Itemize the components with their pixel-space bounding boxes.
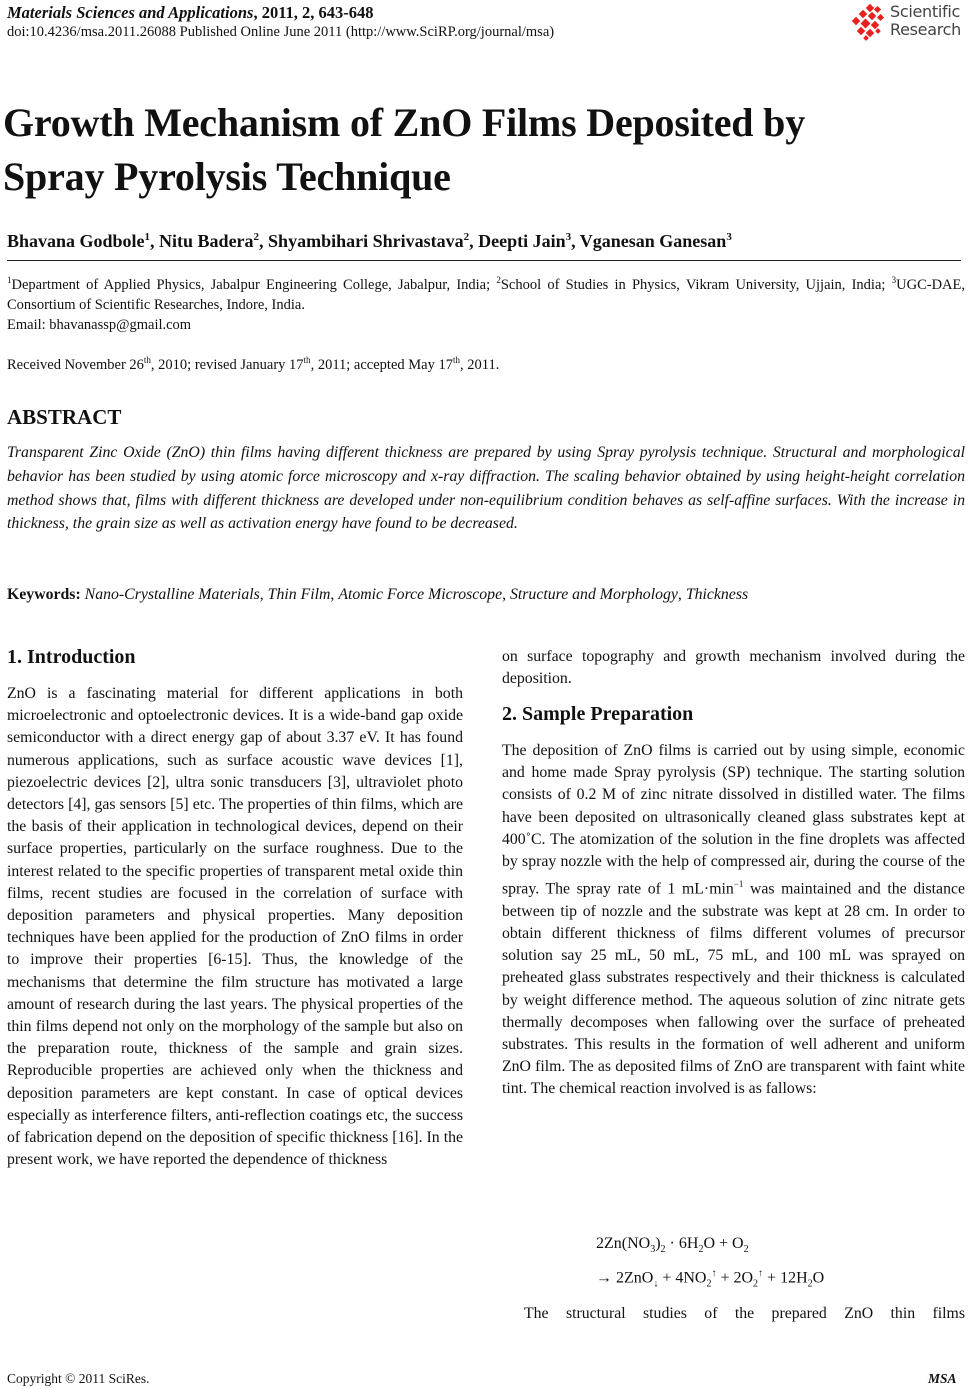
divider	[7, 260, 961, 261]
sample-preparation-text: The deposition of ZnO films is carried out by using simple, economic and home made Spray pyrolysis (SP) technique. The starting solution consists of 0.2 M of zinc nitrate dissolved in distilled water. The films have been deposited on ultrasonically cleaned glass substrates kept at 400˚C. The atomization of the solution in the fine droplets was affected by spray nozzle with the help of compressed air, during the course of the spray. The spray rate of 1 $mL\cdot\min^{-1}$ was maintained and the distance between tip of nozzle and the substrate was kept at 28 cm. In order to obtain different thickness of films different volumes of precursor solution say 25 mL, 50 mL, 75 mL, and 100 mL was sprayed on preheated glass substrates respectively and their thickness is calculated by weight difference method. The aqueous solution of zinc nitrate gets thermally decomposes when fallowing over the surface of preheated substrates. This results in the formation of well adherent and uniform ZnO film. The as deposited films of ZnO are transparent with faint white tint. The chemical reaction involved is as fallows:	[502, 742, 965, 1098]
copyright: Copyright © 2011 SciRes.	[7, 1371, 150, 1386]
section-heading-introduction: 1. Introduction	[7, 646, 136, 668]
paper-title: Growth Mechanism of ZnO Films Deposited by Spray Pyrolysis Technique	[3, 100, 805, 199]
section-heading-sample-preparation: 2. Sample Preparation	[502, 703, 694, 725]
received-dates: Received November 26th, 2010; revised January 17th, 2011; accepted May 17th, 2011.	[7, 355, 500, 373]
author: Bhavana Godbole	[7, 231, 145, 251]
logo-text: Scientific Research	[890, 2, 961, 39]
author: Deepti Jain	[478, 231, 566, 251]
journal-citation: Materials Sciences and Applications, 2011, 2, 643-648	[7, 3, 374, 22]
email[interactable]: Email: bhavanassp@gmail.com	[7, 316, 192, 333]
abstract-text: Transparent Zinc Oxide (ZnO) thin films having different thickness are prepared by using Spray pyrolysis technique. Structural and morphological behavior has been studied by using atomic force microscopy and x-ray diffraction. The scaling behavior obtained by using height-height correlation method shows that, films with different thickness are developed under non-equilibrium condition behaves as self-affine surfaces. With the increase in thickness, the grain size as well as activation energy have found to be decreased.	[7, 444, 965, 533]
author: Vganesan Ganesan	[579, 231, 727, 251]
abstract-heading: ABSTRACT	[7, 405, 122, 429]
introduction-text: ZnO is a fascinating material for different applications in both microelectronic and optoelectronic devices. It is a wide-band gap oxide semiconductor with a direct energy gap of about 3.37 eV. It has found numerous applications, such as surface acoustic wave devices [1], piezoelectric devices [2], ultra sonic transducers [3], ultraviolet photo detectors [4], gas sensors [5] etc. The properties of thin films, which are the basis of their application in technological devices, depend on their surface properties, particularly on the surface roughness. Due to the interest related to the specific properties of transparent metal oxide thin films, recent studies are focused in the correlation of surface with deposition parameters and physical properties. Many deposition techniques have been applied for the production of ZnO films in order to improve their properties [6-15]. Thus, the knowledge of the mechanisms that determine the film structure has motivated a large amount of research during the last years. The physical properties of the thin films depend not only on the morphology of the sample but also on the preparation route, thickness of the sample and grain sizes. Reproducible properties are achieved only when the thickness and deposition parameters are kept constant. In case of optical devices especially as interference filters, anti-reflection coatings etc, the success of fabrication depend on the deposition of specific thickness [16]. In the present work, we have reported the dependence of thickness	[7, 685, 463, 1169]
keywords: Keywords: Nano-Crystalline Materials, Thin Film, Atomic Force Microscope, Structure and Morphology, Thickness	[7, 586, 749, 603]
keywords-label: Keywords:	[7, 586, 81, 603]
doi-line: doi:10.4236/msa.2011.26088 Published Online June 2011 (http://www.SciRP.org/journal/msa)	[7, 24, 555, 40]
structural-studies-text: The structural studies of the prepared ZnO thin films	[524, 1305, 965, 1322]
chemical-equation-line-2: → $2ZnO_↓ + 4NO_2^↑ + 2O_2^↑ + 12H_2O$	[596, 1268, 825, 1290]
chemical-equation-line-1: $2Zn(NO_3)_2 \cdot 6H_2O + O_2$	[596, 1235, 749, 1256]
author-list: Bhavana Godbole$^1$, Nitu Badera$^2$, Shyambihari Shrivastava$^2$, Deepti Jain$^3$, Vganesan Ganesan$^3$	[7, 231, 732, 251]
affiliations: $^1$Department of Applied Physics, Jabalpur Engineering College, Jabalpur, India; $^2$School of Studies in Physics, Vikram University, Ujjain, India; $^3$UGC-DAE, Consortium of Scientific Researches, Indore, India. Email: bhavanassp@gmail.com	[7, 275, 965, 333]
scientific-research-diamond-logo-icon	[850, 4, 888, 42]
author: Shyambihari Shrivastava	[268, 231, 464, 251]
introduction-continued-text: on surface topography and growth mechanism involved during the deposition.	[502, 648, 965, 688]
author: Nitu Badera	[159, 231, 254, 251]
journal-name: Materials Sciences and Applications	[7, 3, 254, 22]
journal-abbreviation: MSA	[928, 1371, 957, 1386]
publisher-logo	[850, 2, 968, 42]
